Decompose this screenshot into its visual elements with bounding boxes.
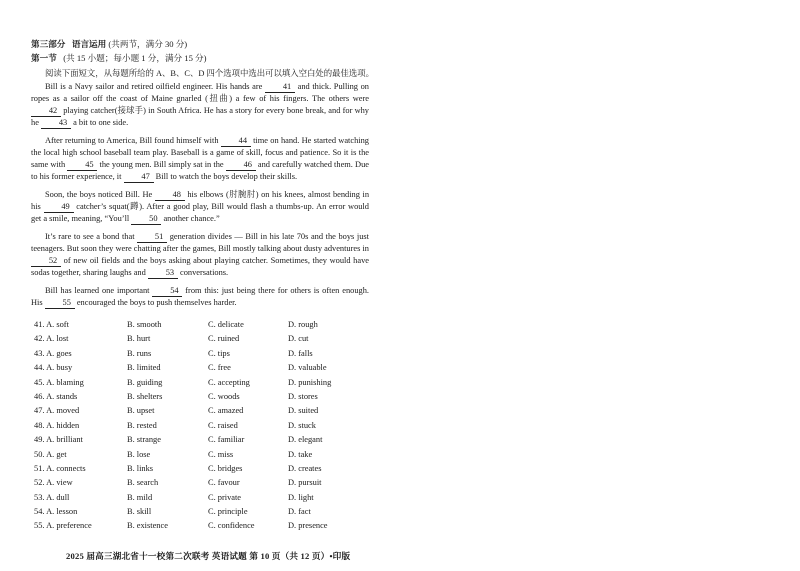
option-a: 44. A. busy	[34, 363, 73, 373]
blank-50: 50	[131, 214, 161, 225]
option-row	[34, 378, 364, 392]
option-a: 48. A. hidden	[34, 420, 80, 430]
section-heading	[31, 52, 206, 64]
option-a: 43. A. goes	[34, 348, 72, 358]
option-row	[34, 435, 364, 449]
option-d: D. stores	[288, 391, 318, 401]
option-b: B. mild	[127, 492, 153, 502]
section-title: 第一节	[31, 53, 57, 63]
blank-46: 46	[226, 160, 256, 171]
option-row	[34, 349, 364, 363]
option-a: 51. A. connects	[34, 463, 86, 473]
option-a: 52. A. view	[34, 478, 73, 488]
option-c: C. principle	[208, 507, 248, 517]
blank-42: 42	[31, 106, 61, 117]
option-b: B. guiding	[127, 377, 163, 387]
option-d: D. presence	[288, 521, 328, 531]
option-c: C. bridges	[208, 463, 243, 473]
option-row	[34, 320, 364, 334]
paragraph-3: Soon, the boys noticed Bill. He 48 his elbows (肘腕肘) on his knees, almost bending in his 49 catcher’s squat(蹲). After a good play, Bill would flash a thumbs-up. An error would get a smile, meaning, “You’ll 50 another chance.”	[31, 190, 370, 223]
option-a: 50. A. get	[34, 449, 67, 459]
option-b: B. limited	[127, 363, 161, 373]
blank-52: 52	[31, 256, 61, 267]
option-d: D. cut	[288, 334, 309, 344]
option-c: C. amazed	[208, 406, 244, 416]
option-b: B. rested	[127, 420, 157, 430]
option-c: C. confidence	[208, 521, 255, 531]
option-c: C. tips	[208, 348, 230, 358]
option-a: 54. A. lesson	[34, 507, 78, 517]
option-c: C. raised	[208, 420, 238, 430]
passage	[31, 81, 369, 315]
option-d: D. rough	[288, 320, 318, 329]
option-a: 41. A. soft	[34, 320, 69, 329]
option-b: B. shelters	[127, 391, 163, 401]
option-a: 53. A. dull	[34, 492, 70, 502]
option-b: B. upset	[127, 406, 155, 416]
option-b: B. skill	[127, 507, 152, 517]
option-a: 46. A. stands	[34, 391, 78, 401]
option-d: D. stuck	[288, 420, 316, 430]
part-note: (共两节，满分 30 分)	[108, 39, 188, 49]
blank-43: 43	[41, 118, 71, 129]
option-d: D. punishing	[288, 377, 332, 387]
option-d: D. suited	[288, 406, 319, 416]
option-b: B. links	[127, 463, 154, 473]
blank-47: 47	[124, 172, 154, 183]
option-c: C. miss	[208, 449, 234, 459]
option-a: 47. A. moved	[34, 406, 80, 416]
blank-49: 49	[44, 202, 74, 213]
part-name: 语言运用	[71, 39, 107, 49]
option-a: 42. A. lost	[34, 334, 69, 344]
option-d: D. falls	[288, 348, 313, 358]
blank-53: 53	[148, 268, 178, 279]
option-c: C. woods	[208, 391, 240, 401]
blank-51: 51	[137, 232, 167, 243]
option-b: B. hurt	[127, 334, 151, 344]
option-b: B. search	[127, 478, 159, 488]
option-row	[34, 521, 364, 535]
paragraph-5: Bill has learned one important 54 from this: just being there for others is often enough. His 55 encouraged the boys to push themselves harder.	[31, 286, 369, 307]
option-d: D. fact	[288, 507, 311, 517]
option-row	[34, 334, 364, 348]
option-c: C. private	[208, 492, 242, 502]
option-a: 45. A. blaming	[34, 377, 84, 387]
option-b: B. existence	[127, 521, 168, 531]
blank-54: 54	[152, 286, 182, 297]
option-c: C. ruined	[208, 334, 240, 344]
option-row	[34, 464, 364, 478]
option-d: D. pursuit	[288, 478, 322, 488]
option-c: C. accepting	[208, 377, 250, 387]
option-row	[34, 507, 364, 521]
paragraph-1: Bill is a Navy sailor and retired oilfield engineer. His hands are 41 and thick. Pulling on ropes as a sailor off the coast of Maine gnarled (扭曲) a few of his fingers. The others were 42 playing catcher(接球手) in South Africa. He has a story for every bone break, and for why he 43 a bit to one side.	[31, 82, 369, 127]
option-c: C. familiar	[208, 435, 245, 445]
option-b: B. strange	[127, 435, 161, 445]
paragraph-2: After returning to America, Bill found himself with 44 time on hand. He started watching the local high school baseball team play. Baseball is a game of skill, focus and patience. So it is the same with 45 the young men. Bill simply sat in the 46 and carefully watched them. Due to his former experience, it 47 Bill to watch the boys develop their skills.	[31, 136, 369, 181]
option-row	[34, 493, 364, 507]
blank-44: 44	[221, 136, 251, 147]
option-row	[34, 363, 364, 377]
option-c: C. free	[208, 363, 231, 373]
option-row	[34, 421, 364, 435]
option-d: D. light	[288, 492, 314, 502]
option-a: 49. A. brilliant	[34, 435, 83, 445]
option-row	[34, 450, 364, 464]
blank-48: 48	[155, 190, 185, 201]
blank-41: 41	[265, 82, 295, 93]
option-d: D. valuable	[288, 363, 327, 373]
option-d: D. creates	[288, 463, 322, 473]
option-b: B. lose	[127, 449, 151, 459]
section-note: (共 15 小题；每小题 1 分，满分 15 分)	[63, 53, 207, 63]
part-heading	[31, 38, 187, 50]
option-row	[34, 406, 364, 420]
option-a: 55. A. preference	[34, 521, 92, 531]
option-row	[34, 392, 364, 406]
option-d: D. take	[288, 449, 313, 459]
option-row	[34, 478, 364, 492]
paragraph-4: It’s rare to see a bond that 51 generation divides — Bill in his late 70s and the boys just teenagers. But soon they were chatting after the games, Bill mostly talking about dusty adventures in 52 of new oil fields and the boys asking about playing catcher. Sometimes, they would have sodas together, sharing laughs and 53 conversations.	[31, 232, 369, 277]
instruction-text: 阅读下面短文，从每题所给的 A、B、C、D 四个选项中选出可以填入空白处的最佳选项。	[45, 69, 374, 78]
blank-45: 45	[67, 160, 97, 171]
option-c: C. favour	[208, 478, 240, 488]
option-b: B. smooth	[127, 320, 162, 329]
blank-55: 55	[45, 298, 75, 309]
part-title: 第三部分	[31, 39, 66, 49]
options-list	[34, 320, 364, 536]
option-c: C. delicate	[208, 320, 244, 329]
option-d: D. elegant	[288, 435, 323, 445]
option-b: B. runs	[127, 348, 152, 358]
page-footer: 2025 届高三湖北省十一校第二次联考 英语试题 第 10 页（共 12 页）•印版	[66, 551, 351, 561]
